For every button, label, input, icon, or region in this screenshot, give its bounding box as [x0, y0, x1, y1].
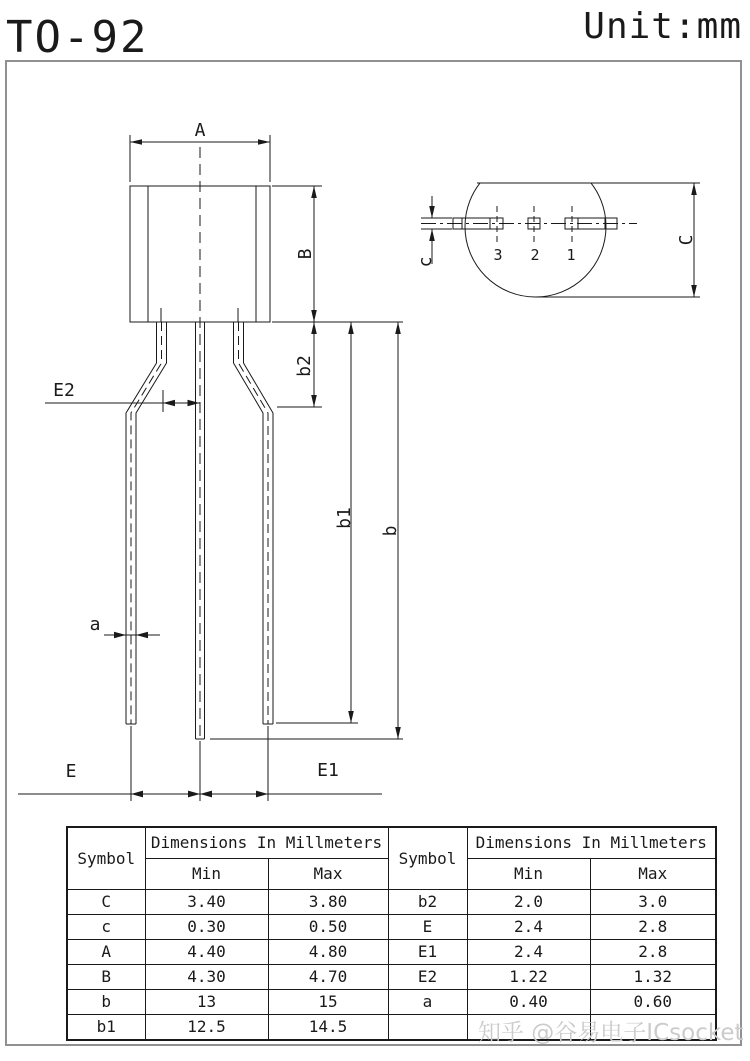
table-cell: 1.32: [590, 965, 716, 990]
table-cell: B: [67, 965, 145, 990]
pin2-label: 2: [530, 246, 540, 264]
dim-label-b1: b1: [334, 507, 355, 529]
table-cell: a: [388, 990, 467, 1015]
table-header-row: [67, 827, 716, 859]
table-cell: E1: [388, 940, 467, 965]
table-cell: b: [67, 990, 145, 1015]
dimension-table: [66, 826, 717, 1041]
dim-C: [676, 183, 697, 297]
lead-right: [234, 322, 274, 724]
table-cell: 2.8: [590, 915, 716, 940]
pin1-label: 1: [566, 246, 576, 264]
table-cell: 15: [268, 990, 388, 1015]
symbol-header: Symbol: [67, 827, 145, 890]
dim-b: [210, 322, 403, 739]
dim-E-E1: [18, 726, 382, 801]
table-row: [67, 990, 716, 1015]
table-cell: 3.80: [268, 890, 388, 915]
dim-E2: [45, 380, 200, 412]
table-cell: 1.22: [467, 965, 590, 990]
front-view: [18, 120, 403, 801]
dim-label-b2: b2: [294, 355, 315, 377]
table-cell: 0.40: [467, 990, 590, 1015]
package-title: TO-92: [6, 12, 149, 63]
table-cell: c: [67, 915, 145, 940]
package-outline-circle: [465, 156, 606, 297]
table-cell: 12.5: [145, 1015, 268, 1041]
table-cell: 13: [145, 990, 268, 1015]
lead-left: [126, 322, 167, 724]
watermark: 知乎 @谷易电子ICsocket: [478, 1020, 744, 1046]
dim-label-A: A: [194, 120, 206, 141]
table-cell: 2.0: [467, 890, 590, 915]
table-row: [67, 890, 716, 915]
dim-label-B: B: [295, 248, 316, 260]
table-cell: 4.70: [268, 965, 388, 990]
table-cell: 4.40: [145, 940, 268, 965]
dimensions-header: Dimensions In Millmeters: [145, 827, 388, 859]
dim-label-c: c: [415, 256, 436, 268]
table-row: [67, 965, 716, 990]
unit-label: Unit:mm: [583, 6, 742, 47]
dim-label-a: a: [89, 614, 101, 635]
table-cell: 14.5: [268, 1015, 388, 1041]
table-cell: 2.8: [590, 940, 716, 965]
table-cell: 2.4: [467, 940, 590, 965]
dimensions-header: Dimensions In Millmeters: [467, 827, 716, 859]
pin-view: [415, 156, 700, 297]
table-row: [67, 940, 716, 965]
dim-label-E1: E1: [317, 760, 339, 781]
table-cell: [388, 1015, 467, 1041]
table-cell: E2: [388, 965, 467, 990]
dim-c: [415, 196, 452, 267]
table-cell: 4.30: [145, 965, 268, 990]
table-cell: 3.0: [590, 890, 716, 915]
max-header: Max: [268, 859, 388, 890]
dim-b2: [277, 322, 322, 407]
min-header: Min: [145, 859, 268, 890]
dim-label-E2: E2: [53, 380, 75, 401]
min-header: Min: [467, 859, 590, 890]
table-cell: 0.30: [145, 915, 268, 940]
dim-label-b: b: [380, 525, 401, 537]
table-row: [67, 915, 716, 940]
max-header: Max: [590, 859, 716, 890]
dim-label-E: E: [65, 761, 77, 782]
dim-label-C: C: [676, 234, 697, 246]
table-cell: 2.4: [467, 915, 590, 940]
dim-B: [272, 186, 322, 322]
table-cell: 0.60: [590, 990, 716, 1015]
table-cell: 0.50: [268, 915, 388, 940]
pin3-label: 3: [493, 246, 503, 264]
table-cell: b2: [388, 890, 467, 915]
table-cell: b1: [67, 1015, 145, 1041]
dim-a: [90, 614, 160, 638]
table-cell: E: [388, 915, 467, 940]
symbol-header: Symbol: [388, 827, 467, 890]
dim-b1: [276, 322, 358, 723]
table-cell: C: [67, 890, 145, 915]
table-cell: 3.40: [145, 890, 268, 915]
table-cell: A: [67, 940, 145, 965]
table-cell: 4.80: [268, 940, 388, 965]
